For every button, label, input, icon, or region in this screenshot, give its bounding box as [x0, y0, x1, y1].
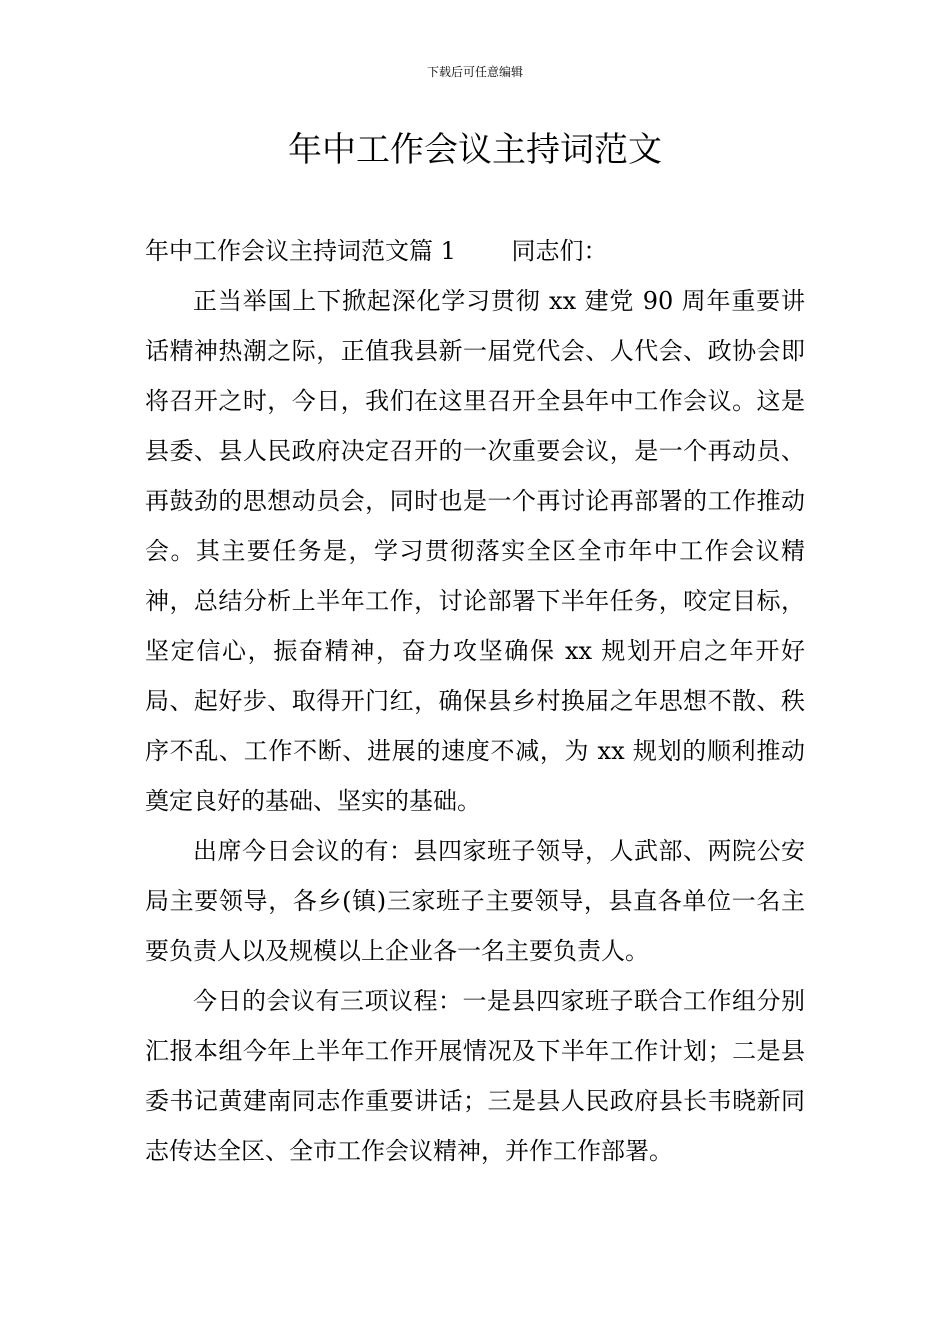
paragraph-2: 出席今日会议的有：县四家班子领导，人武部、两院公安局主要领导，各乡(镇)三家班子主要领导，县直各单位一名主要负责人以及规模以上企业各一名主要负责人。 [145, 837, 805, 965]
section-heading: 年中工作会议主持词范文篇 1 [145, 237, 456, 265]
salutation: 同志们： [511, 237, 608, 265]
paragraph-3: 今日的会议有三项议程：一是县四家班子联合工作组分别汇报本组今年上半年工作开展情况及下半年工作计划；二是县委书记黄建南同志作重要讲话；三是县人民政府县长韦晓新同志传达全区、全市工作会议精神，并作工作部署。 [145, 987, 805, 1165]
paragraph-1: 正当举国上下掀起深化学习贯彻 xx 建党 90 周年重要讲话精神热潮之际，正值我县新一届党代会、人代会、政协会即将召开之时，今日，我们在这里召开全县年中工作会议。这是县委、县人民政府决定召开的一次重要会议，是一个再动员、再鼓劲的思想动员会，同时也是一个再讨论再部署的工作推动会。其主要任务是，学习贯彻落实全区全市年中工作会议精神，总结分析上半年工作，讨论部署下半年任务，咬定目标，坚定信心，振奋精神，奋力攻坚确保 xx 规划开启之年开好局、起好步、取得开门红，确保县乡村换届之年思想不散、秩序不乱、工作不断、进展的速度不减，为 xx 规划的顺利推动奠定良好的基础、坚实的基础。 [145, 287, 805, 815]
header-note: 下载后可任意编辑 [426, 65, 523, 79]
document-title: 年中工作会议主持词范文 [288, 130, 662, 170]
opening-line [145, 226, 805, 276]
document-body [145, 226, 805, 1176]
